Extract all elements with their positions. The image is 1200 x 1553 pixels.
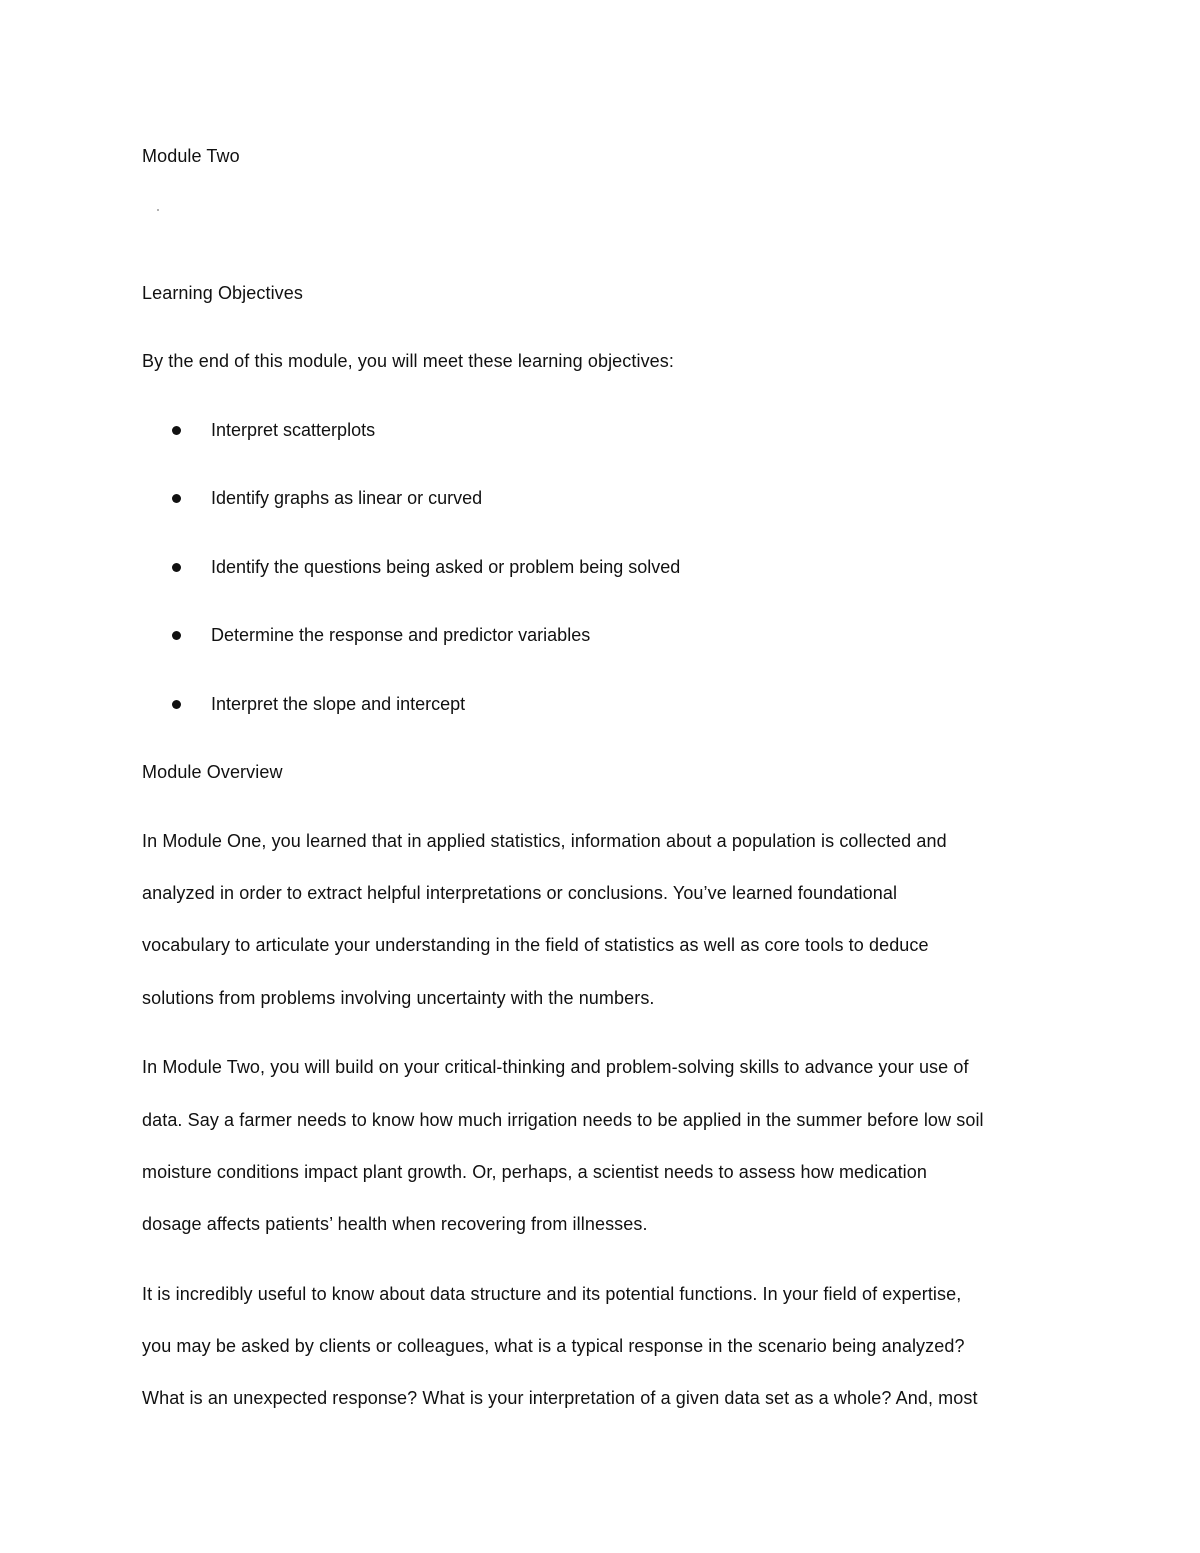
paragraph-line: moisture conditions impact plant growth. Or, perhaps, a scientist needs to assess how medication bbox=[142, 1162, 927, 1182]
paragraph-line: analyzed in order to extract helpful interpretations or conclusions. You’ve learned foundational bbox=[142, 883, 898, 903]
module-overview-heading: Module Overview bbox=[142, 762, 283, 782]
paragraph-line: vocabulary to articulate your understanding in the field of statistics as well as core tools to deduce bbox=[142, 935, 929, 955]
objective-item bbox=[172, 486, 482, 510]
paragraph-line: solutions from problems involving uncertainty with the numbers. bbox=[142, 988, 655, 1008]
objective-text: Interpret the slope and intercept bbox=[211, 694, 466, 714]
objective-text: Determine the response and predictor variables bbox=[211, 625, 591, 645]
objective-item bbox=[172, 692, 465, 716]
stray-mark bbox=[157, 209, 159, 211]
paragraph-line: It is incredibly useful to know about data structure and its potential functions. In your field of expertise, bbox=[142, 1284, 962, 1304]
bullet-icon bbox=[172, 426, 181, 435]
module-title: Module Two bbox=[142, 146, 240, 166]
learning-objectives-heading: Learning Objectives bbox=[142, 283, 303, 303]
paragraph-line: In Module Two, you will build on your critical-thinking and problem-solving skills to advance your use of bbox=[142, 1057, 969, 1077]
bullet-icon bbox=[172, 700, 181, 709]
objectives-intro: By the end of this module, you will meet these learning objectives: bbox=[142, 351, 674, 371]
objective-text: Identify the questions being asked or problem being solved bbox=[211, 557, 681, 577]
paragraph-line: What is an unexpected response? What is your interpretation of a given data set as a whole? And, most bbox=[142, 1388, 978, 1408]
objective-text: Identify graphs as linear or curved bbox=[211, 488, 483, 508]
bullet-icon bbox=[172, 631, 181, 640]
paragraph-line: In Module One, you learned that in applied statistics, information about a population is collected and bbox=[142, 831, 947, 851]
paragraph-line: you may be asked by clients or colleagues, what is a typical response in the scenario being analyzed? bbox=[142, 1336, 965, 1356]
bullet-icon bbox=[172, 494, 181, 503]
paragraph-line: dosage affects patients’ health when recovering from illnesses. bbox=[142, 1214, 648, 1234]
objective-item bbox=[172, 623, 590, 647]
objective-item bbox=[172, 555, 680, 579]
bullet-icon bbox=[172, 563, 181, 572]
objective-item bbox=[172, 418, 375, 442]
paragraph-line: data. Say a farmer needs to know how much irrigation needs to be applied in the summer before low soil bbox=[142, 1110, 984, 1130]
objective-text: Interpret scatterplots bbox=[211, 420, 376, 440]
